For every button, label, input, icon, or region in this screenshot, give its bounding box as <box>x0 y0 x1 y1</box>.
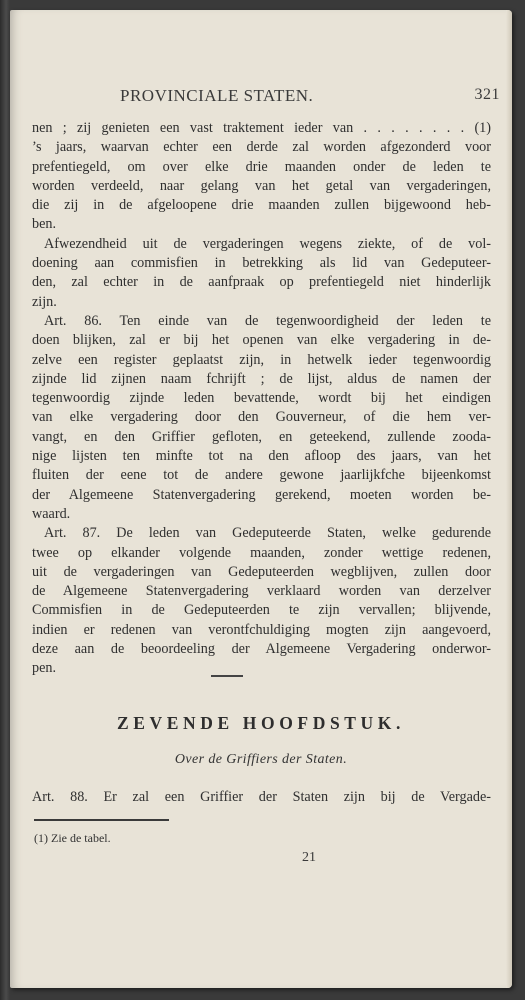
text-line: worden verdeeld, naar gelang van het getal van vergaderingen, <box>32 177 491 194</box>
text-line: doen blijken, zal er bij het openen van elke vergadering in de- <box>32 332 491 349</box>
book-page <box>10 10 512 988</box>
running-title: PROVINCIALE STATEN. <box>120 86 314 105</box>
chapter-heading: ZEVENDE HOOFDSTUK. <box>117 713 405 733</box>
chapter-subtitle: Over de Griffiers der Staten. <box>174 752 348 767</box>
text-line: zijnde lid zijnen naam fchrijft ; de lijst, aldus de namen der <box>32 370 491 387</box>
text-line: zelve een register geplaatst zijn, in hetwelk ieder tegenwoordig <box>32 351 491 368</box>
article-88-line: Art. 88. Er zal een Griffier der Staten zijn bij de Vergade- <box>32 789 491 805</box>
text-line: vangt, en den Griffier gefloten, en geteekend, zullende zooda- <box>32 428 491 445</box>
paragraph-art-86 <box>32 312 491 524</box>
page-edge <box>506 10 512 988</box>
text-line: uit de vergaderingen van Gedeputeerden wegblijven, zullen door <box>32 563 491 580</box>
page-number: 321 <box>474 86 500 103</box>
text-line: Art. 86. Ten einde van de tegenwoordigheid der leden te <box>44 312 491 329</box>
paragraph-art-87 <box>32 524 491 678</box>
text-line: nen ; zij genieten een vast traktement ieder van . . . . . . . . (1) <box>32 120 491 136</box>
body-text <box>32 119 491 679</box>
footnote: (1) Zie de tabel. <box>34 831 111 845</box>
text-line: doening aan commisfien in betrekking als lid van Gedeputeer- <box>32 255 491 272</box>
footnote-rule <box>34 819 169 821</box>
text-line: Art. 87. De leden van Gedeputeerde Staten, welke gedurende <box>44 525 491 542</box>
text-line: twee op elkander volgende maanden, zonder wettige redenen, <box>32 544 491 561</box>
text-line: waard. <box>32 505 71 522</box>
text-line: indien er redenen van verontfchuldiging mogten zijn aangevoerd, <box>32 621 491 638</box>
text-line: zijn. <box>32 293 57 310</box>
page-header <box>120 86 500 110</box>
text-line: ’s jaars, waarvan echter een derde zal worden afgezonderd voor <box>32 139 491 156</box>
paragraph-absence <box>32 235 491 312</box>
text-line: fluiten der eene tot de andere gewone jaarlijkfche bijeenkomst <box>32 467 491 484</box>
text-line: de Algemeene Statenvergadering verklaard worden van derzelver <box>32 583 491 600</box>
paragraph-salary <box>32 119 491 235</box>
text-line: van elke vergadering door den Gouverneur, of die hem ver- <box>32 409 491 426</box>
text-line: tegenwoordig zijnde leden bevattende, wordt bij het eindigen <box>32 390 491 407</box>
section-divider <box>211 675 243 677</box>
text-line: Commisfien in de Gedeputeerden te zijn vervallen; blijvende, <box>32 602 491 619</box>
text-line: ben. <box>32 216 57 233</box>
text-line: der Algemeene Statenvergadering gerekend, moeten worden be- <box>32 486 491 503</box>
text-line: die zij in de afgeloopene drie maanden zullen bijgewoond heb- <box>32 197 491 214</box>
text-line: nige lijsten ten minfte tot na den afloop des jaars, van het <box>32 448 491 465</box>
text-line: den, zal echter in de aanfpraak op prefentiegeld niet hinderlijk <box>32 274 491 291</box>
text-line: pen. <box>32 660 57 677</box>
text-line: Afwezendheid uit de vergaderingen wegens ziekte, of de vol- <box>44 235 491 252</box>
text-line: deze aan de beoordeeling der Algemeene Vergadering onderwor- <box>32 641 491 658</box>
signature-mark: 21 <box>302 850 316 865</box>
text-line: prefentiegeld, om over elke drie maanden onder de leden te <box>32 158 491 175</box>
